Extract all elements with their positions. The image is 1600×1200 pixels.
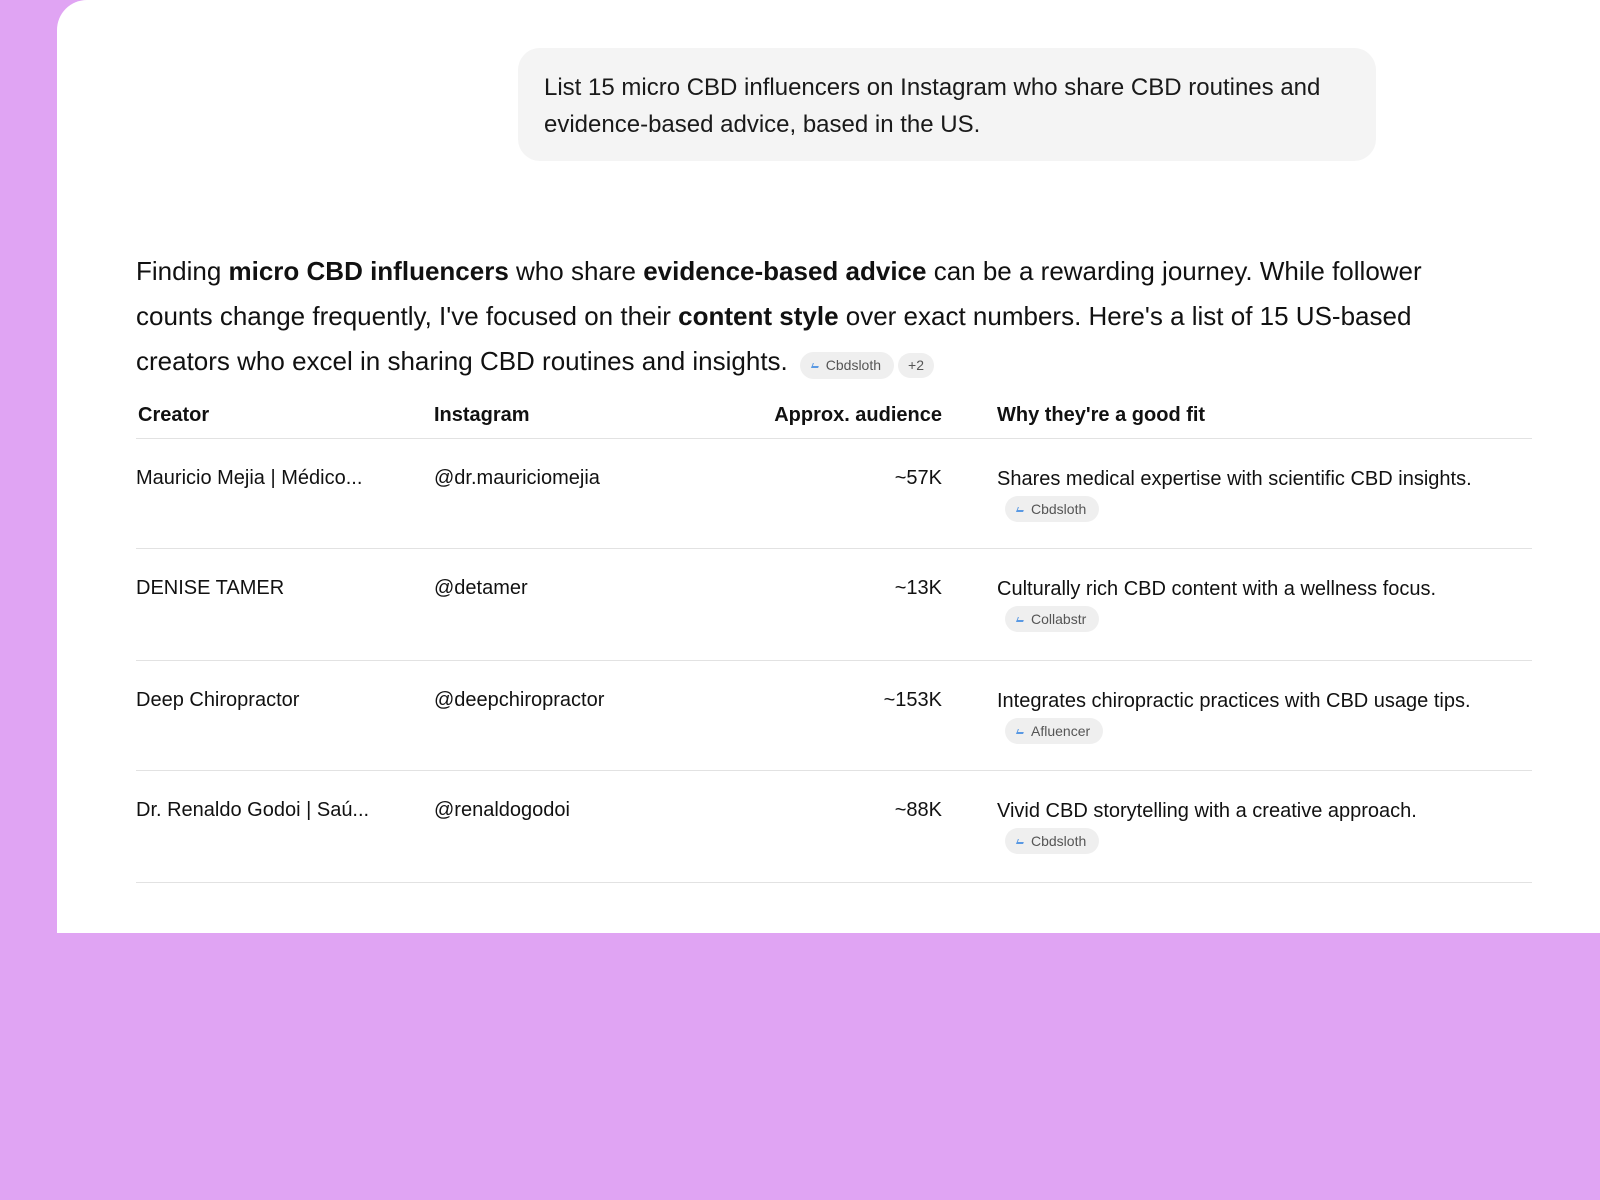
header-why: Why they're a good fit (997, 403, 1206, 426)
source-chip-label: Cbdsloth (1031, 832, 1087, 849)
creator-cell: DENISE TAMER (136, 577, 285, 599)
table-row (136, 549, 1532, 661)
instagram-cell: @renaldogodoi (434, 799, 570, 821)
source-chip[interactable] (1005, 496, 1099, 522)
more-sources-chip[interactable]: +2 (898, 353, 934, 378)
intro-bold-2: evidence-based advice (643, 256, 927, 286)
source-link-icon (1016, 839, 1025, 844)
source-chip[interactable] (1005, 606, 1099, 632)
audience-cell: ~88K (894, 799, 942, 821)
why-cell (942, 549, 1532, 632)
why-source (1005, 828, 1532, 854)
source-link-icon (1016, 617, 1025, 622)
intro-source-chips (800, 352, 934, 379)
intro-bold-3: content style (678, 301, 839, 331)
source-chip[interactable] (800, 352, 894, 379)
creator-cell: Mauricio Mejia | Médico... (136, 467, 363, 489)
intro-bold-1: micro CBD influencers (228, 256, 509, 286)
source-link-icon (1016, 507, 1025, 512)
instagram-cell: @deepchiropractor (434, 689, 605, 711)
source-link-icon (811, 363, 820, 368)
why-text: Culturally rich CBD content with a wellness focus. (997, 578, 1437, 600)
header-audience: Approx. audience (774, 403, 942, 426)
audience-cell: ~13K (894, 577, 942, 599)
why-source (1005, 496, 1532, 522)
influencer-table (136, 392, 1532, 883)
user-message-text: List 15 micro CBD influencers on Instagram who share CBD routines and evidence-based advice, based in the US. (544, 74, 1321, 138)
why-cell (942, 439, 1532, 522)
why-text: Vivid CBD storytelling with a creative approach. (997, 800, 1417, 822)
audience-cell: ~153K (883, 689, 942, 711)
chat-panel (57, 0, 1600, 933)
audience-cell: ~57K (894, 467, 942, 489)
source-chip-label: Cbdsloth (825, 357, 882, 373)
why-source (1005, 606, 1532, 632)
header-creator: Creator (138, 403, 210, 426)
why-source (1005, 718, 1532, 744)
why-text: Shares medical expertise with scientific CBD insights. (997, 468, 1472, 490)
source-chip-label: Afluencer (1031, 722, 1091, 739)
creator-cell: Dr. Renaldo Godoi | Saú... (136, 799, 370, 821)
intro-text-1: Finding (136, 256, 229, 286)
user-message-bubble (518, 48, 1376, 161)
intro-text-2: who share (508, 256, 644, 286)
table-row (136, 439, 1532, 549)
source-chip[interactable] (1005, 718, 1103, 744)
source-chip-label: Collabstr (1031, 610, 1087, 627)
creator-cell: Deep Chiropractor (136, 689, 300, 711)
table-row (136, 771, 1532, 883)
assistant-intro-paragraph (136, 249, 1476, 384)
intro-text-4: over exact numbers. Here's a list of 15 US-based creators who excel in sharing CBD routines and insights. (136, 301, 1412, 376)
header-instagram: Instagram (434, 403, 530, 426)
why-cell (942, 661, 1532, 744)
source-link-icon (1016, 729, 1025, 734)
source-chip[interactable] (1005, 828, 1099, 854)
source-chip-label: Cbdsloth (1031, 500, 1087, 517)
table-header (136, 392, 1532, 439)
instagram-cell: @detamer (434, 577, 528, 599)
why-cell (942, 771, 1532, 854)
intro-text-3: can be a rewarding journey. While follower counts change frequently, I've focused on their (136, 256, 1422, 331)
table-row (136, 661, 1532, 771)
why-text: Integrates chiropractic practices with CBD usage tips. (997, 690, 1471, 712)
instagram-cell: @dr.mauriciomejia (434, 467, 600, 489)
